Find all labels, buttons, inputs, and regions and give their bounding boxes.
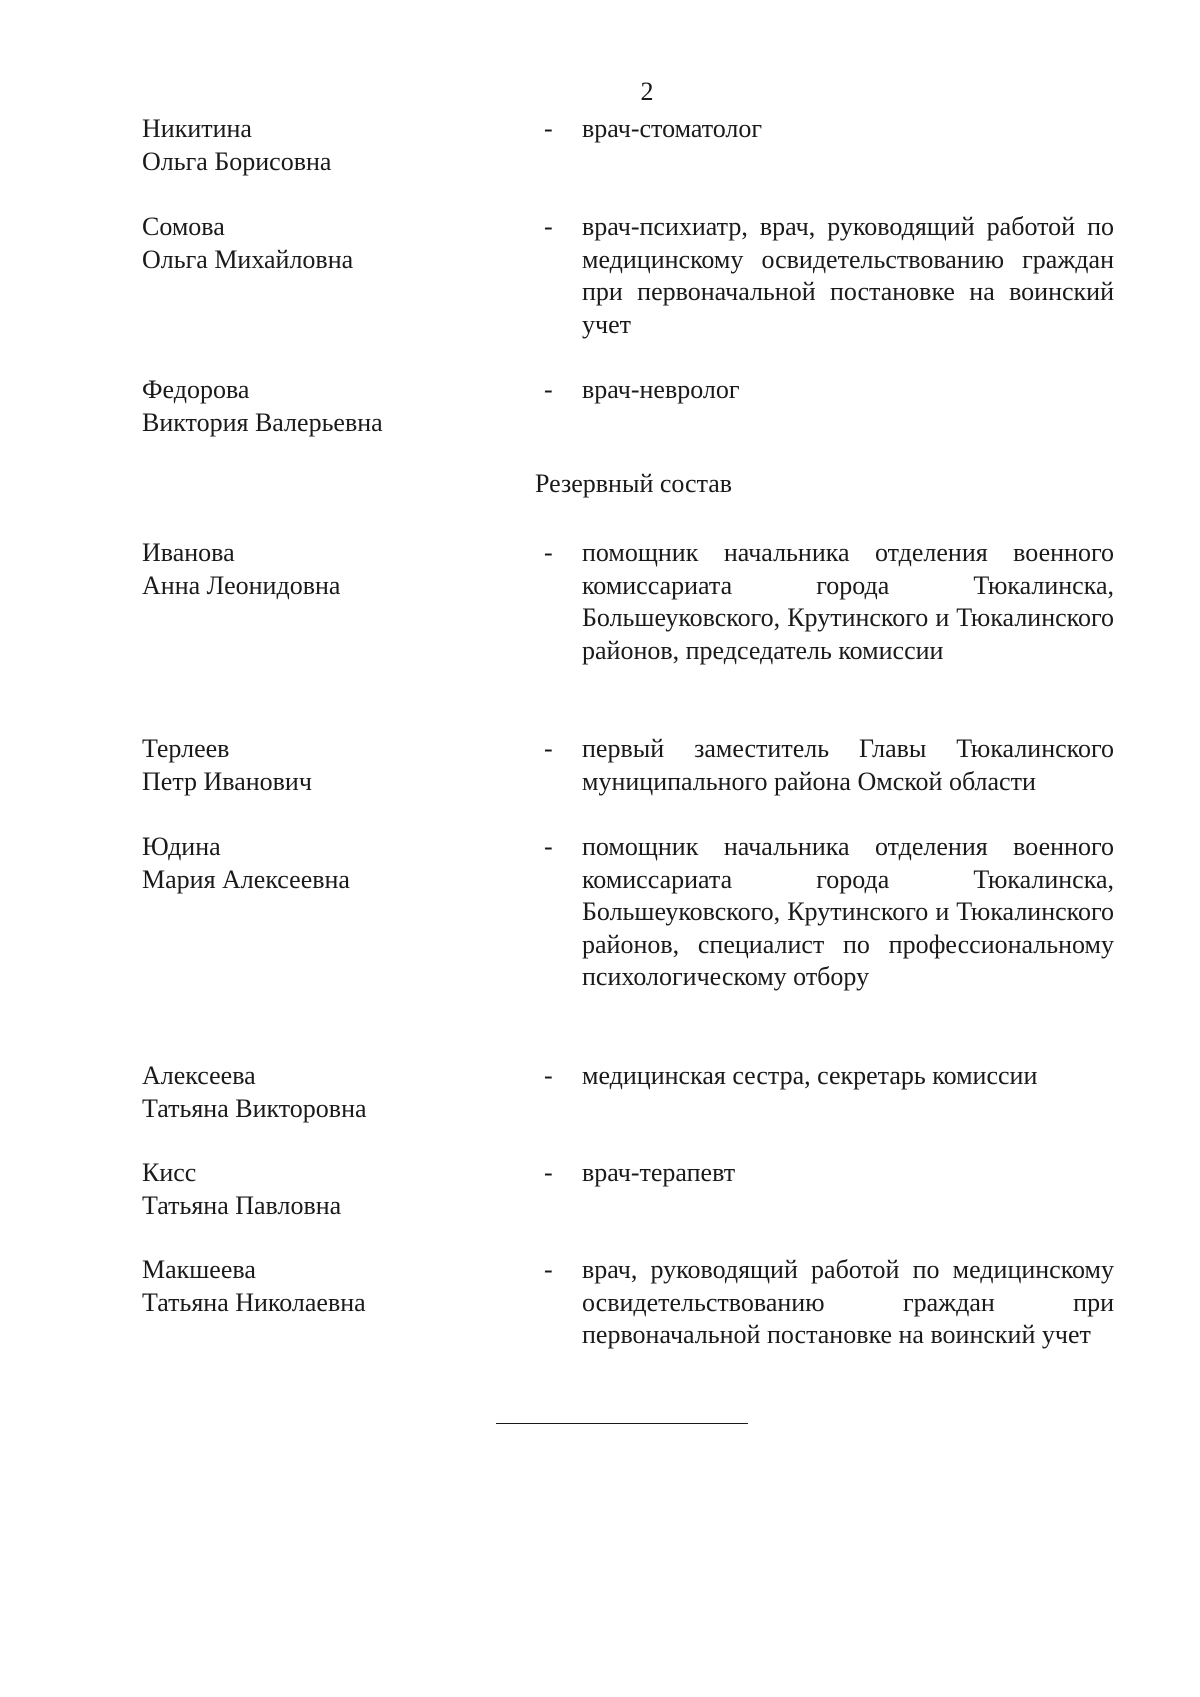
member-surname: Сомова [142,212,225,241]
separator-dash: - [544,212,553,241]
member-surname: Кисс [142,1158,197,1187]
member-name [142,211,502,276]
member-surname: Юдина [142,832,221,861]
separator-dash: - [544,538,553,567]
member-surname: Алексеева [142,1061,256,1090]
member-role: помощник начальника отделения военного комиссариата города Тюкалинска, Большеуковского, Крутинского и Тюкалинского районов, специалист по профессиональному психологическому отбору [582,832,1114,991]
member-given-names: Ольга Борисовна [142,146,332,176]
member-surname: Федорова [142,375,250,404]
member-surname: Макшеева [142,1255,256,1284]
page-number: 2 [640,77,654,106]
separator-dash: - [544,1255,553,1284]
separator-dash: - [544,114,553,143]
reserve-section-title: Резервный состав [535,469,733,498]
member-role: медицинская сестра, секретарь комиссии [582,1061,1038,1090]
member-given-names: Татьяна Викторовна [142,1093,367,1123]
member-surname: Иванова [142,538,235,567]
member-name [142,1157,502,1222]
member-given-names: Мария Алексеевна [142,864,350,894]
member-name [142,831,502,896]
member-given-names: Татьяна Павловна [142,1190,342,1220]
member-given-names: Ольга Михайловна [142,244,354,274]
member-surname: Терлеев [142,734,230,763]
end-of-list-rule [496,1423,748,1424]
separator-dash: - [544,1158,553,1187]
member-name [142,374,502,439]
member-surname: Никитина [142,114,252,143]
separator-dash: - [544,832,553,861]
member-role: врач, руководящий работой по медицинскому освидетельствованию граждан при первоначальной постановке на воинский учет [582,1255,1114,1349]
member-name [142,537,502,602]
member-name [142,1060,502,1125]
separator-dash: - [544,1061,553,1090]
separator-dash: - [544,734,553,763]
member-given-names: Петр Иванович [142,766,312,796]
member-role: помощник начальника отделения военного комиссариата города Тюкалинска, Большеуковского, Крутинского и Тюкалинского районов, председатель комиссии [582,538,1114,665]
member-name [142,733,502,798]
member-given-names: Анна Леонидовна [142,570,341,600]
separator-dash: - [544,375,553,404]
member-role: врач-стоматолог [582,114,763,143]
member-given-names: Татьяна Николаевна [142,1287,366,1317]
member-role: врач-психиатр, врач, руководящий работой по медицинскому освидетельствованию граждан при первоначальной постановке на воинский учет [582,212,1114,339]
member-name [142,1254,502,1319]
member-given-names: Виктория Валерьевна [142,407,383,437]
member-name [142,113,502,178]
member-role: врач-терапевт [582,1158,736,1187]
member-role: врач-невролог [582,375,740,404]
member-role: первый заместитель Главы Тюкалинского муниципального района Омской области [582,734,1114,796]
